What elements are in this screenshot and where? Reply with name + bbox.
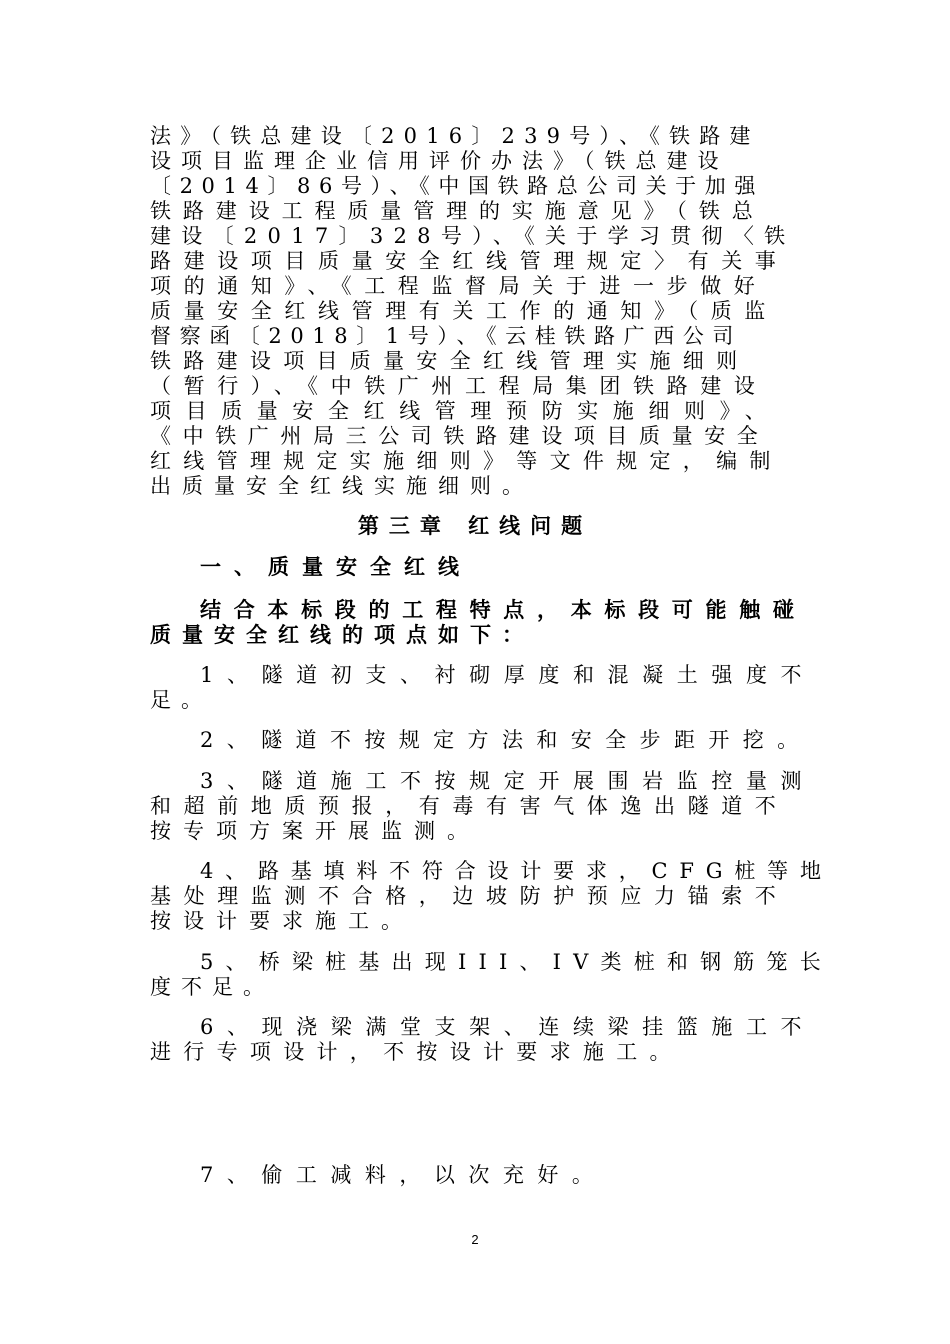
intro-line: [150, 199, 790, 224]
item-6-line1: 6、现浇梁满堂支架、连续梁挂篮施工不: [200, 1015, 816, 1039]
intro-line: [150, 324, 790, 349]
intro-text: 督察函〔2018〕1号）、《云桂铁路广西公司: [150, 324, 743, 348]
item-6-line2: [150, 1040, 790, 1065]
item-text: 按专项方案开展监测。: [150, 819, 480, 843]
item-4-line2: [150, 884, 790, 909]
item-7-line1: 7、偷工减料，以次充好。: [200, 1163, 607, 1187]
item-text: 和超前地质预报，有毒有害气体逸出隧道不: [150, 794, 789, 818]
intro-text: 项目质量安全红线管理预防实施细则》、: [150, 399, 781, 423]
intro-text: 红线管理规定实施细则》等文件规定，编制: [150, 449, 783, 473]
intro-text: （暂行）、《中铁广州工程局集团铁路建设: [150, 374, 768, 398]
item-4-line1: 4、路基填料不符合设计要求，CFG桩等地: [200, 859, 833, 883]
intro-line: [150, 274, 790, 299]
bold-para-line1: 结合本标段的工程特点，本标段可能触碰: [200, 598, 807, 622]
item-5-line2: [150, 975, 790, 1000]
item-1-line2: [150, 688, 790, 713]
item-3-line3: [150, 819, 790, 844]
item-text: 足。: [150, 688, 212, 712]
intro-line: [150, 424, 790, 449]
item-text: 度不足。: [150, 975, 274, 999]
intro-line: [150, 224, 796, 249]
intro-line: [150, 349, 790, 374]
page-number: 2: [471, 1232, 479, 1247]
intro-line: [150, 399, 790, 424]
item-2-line1: 2、隧道不按规定方法和安全步距开挖。: [200, 728, 812, 752]
intro-text: 质量安全红线管理有关工作的通知》（质监: [150, 299, 778, 323]
intro-text: 项的通知》、《工程监督局关于进一步做好: [150, 274, 768, 298]
item-3-line2: [150, 794, 790, 819]
chapter-title: 第三章 红线问题: [357, 514, 593, 538]
intro-line: [150, 174, 790, 199]
intro-line: [150, 149, 790, 174]
item-5-line1: 5、桥梁桩基出现III、IV类桩和钢筋笼长: [200, 950, 833, 974]
item-text: 基处理监测不合格，边坡防护预应力锚索不: [150, 884, 789, 908]
intro-text: 〔2014〕86号）、《中国铁路总公司关于加强: [150, 174, 764, 198]
section-title: 一、质量安全红线: [200, 555, 472, 579]
intro-text: 《中铁广州局三公司铁路建设项目质量安全: [150, 424, 770, 448]
item-1-line1: 1、隧道初支、衬砌厚度和混凝土强度不: [200, 663, 816, 687]
item-text: 按设计要求施工。: [150, 909, 414, 933]
intro-line: [150, 474, 790, 499]
intro-text: 路建设项目质量安全红线管理规定〉有关事: [150, 249, 789, 273]
intro-line: [150, 449, 790, 474]
intro-text: 铁路建设项目质量安全红线管理实施细则: [150, 349, 750, 373]
item-3-line1: 3、隧道施工不按规定开展围岩监控量测: [200, 769, 816, 793]
intro-line: [150, 299, 790, 324]
intro-text: 建设〔2017〕328号）、《关于学习贯彻〈铁: [150, 224, 796, 248]
intro-line: [150, 249, 790, 274]
intro-line: [150, 124, 790, 149]
intro-line: [150, 374, 790, 399]
item-4-line3: [150, 909, 790, 934]
item-text: 进行专项设计，不按设计要求施工。: [150, 1040, 683, 1064]
bold-para-line2: [150, 623, 790, 648]
intro-text: 铁路建设工程质量管理的实施意见》（铁总: [150, 199, 765, 223]
intro-text: 设项目监理企业信用评价办法》（铁总建设: [150, 149, 729, 173]
intro-text: 法》（铁总建设〔2016〕239号）、《铁路建: [150, 124, 760, 148]
intro-text: 出质量安全红线实施细则。: [150, 474, 534, 498]
bold-para-text: 质量安全红线的项点如下：: [150, 623, 534, 647]
